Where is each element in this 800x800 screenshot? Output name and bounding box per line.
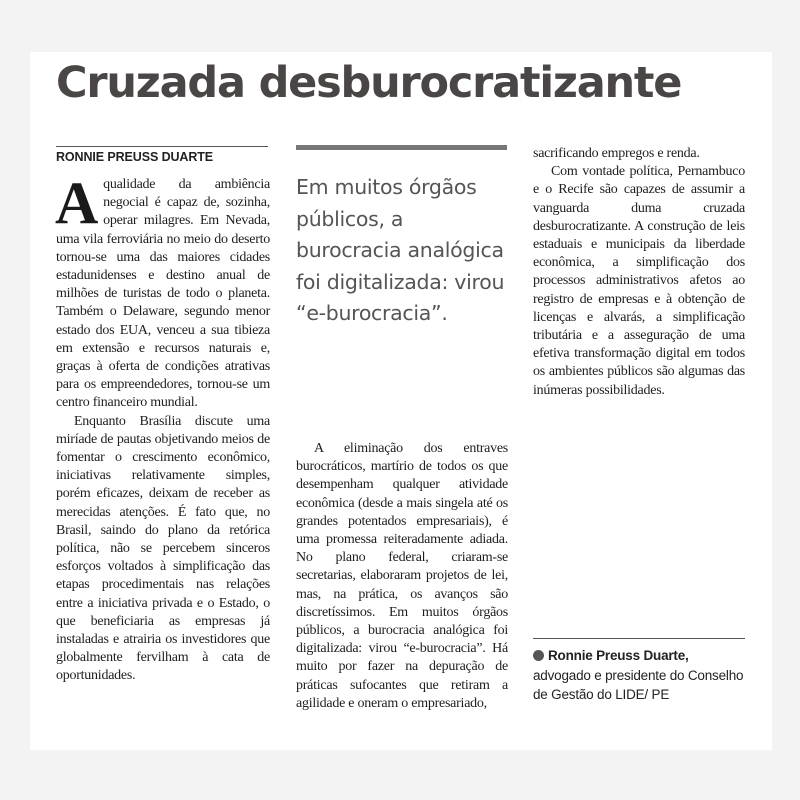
article-column-2: [296, 440, 508, 713]
signature-name: Ronnie Preuss Duarte,: [548, 648, 689, 663]
drop-cap: A: [55, 170, 99, 236]
bullet-icon: [533, 650, 544, 661]
author-signature: [533, 646, 748, 705]
paragraph-3: [296, 440, 508, 713]
article-column-3: [533, 145, 745, 400]
signature-bio: advogado e presidente do Conselho de Gestão do LIDE/ PE: [533, 667, 744, 702]
paragraph-4-text: Com vontade política, Pernambuco e o Recife são capazes de assumir a vanguarda duma cruzada desburocratizante. A construção de leis estaduais e municipais da liberdade econômica, a simplificação dos processos administrativos afetos ao registro de empresas e à obtenção de licenças e alvarás, a simplificação tributária e a asseguração de uma efetiva transformação digital em todos os ambientes públicos são algumas das inúmeras possibilidades.: [533, 164, 745, 398]
signature-rule: [533, 638, 745, 639]
article-column-1: [55, 170, 270, 686]
article-byline: RONNIE PREUSS DUARTE: [56, 150, 214, 164]
paragraph-3-text: A eliminação dos entraves burocráticos, martírio de todos os que desempenham qualquer atividade econômica (desde a mais singela até os grandes potentados empresariais), é uma promessa reiteradamente adiada. No plano federal, criaram-se secretarias, elaboraram projetos de lei, mas, na prática, os avanços são discretíssimos. Em muitos órgãos públicos, a burocracia analógica foi digitalizada: virou “e-burocracia”. Há muito por fazer na depuração de práticas sufocantes que retiram a agilidade e oneram o empresariado,: [296, 441, 508, 711]
byline-rule: [56, 146, 268, 147]
pull-quote-rule: [296, 145, 507, 150]
paragraph-1: [55, 170, 270, 413]
article-headline: Cruzada desburocratizante: [56, 58, 682, 108]
paragraph-2-part-1: [56, 413, 270, 686]
paragraph-1-text: qualidade da ambiência negocial é capaz de, sozinha, operar milagres. Em Nevada, uma vila ferroviária no meio do deserto tornou-se uma das maiores cidades estadunidenses e destino anual de milhões de turistas de todo o planeta. Também o Delaware, segundo menor estado dos EUA, venceu a sua tibieza em extensão e recursos naturais e, graças à oferta de condições atrativas para os empreendedores, tornou-se um centro financeiro mundial.: [56, 177, 270, 411]
paragraph-2-text: Enquanto Brasília discute uma miríade de pautas objetivando meios de fomentar o crescimento econômico, iniciativas relativamente simples, porém eficazes, deixam de receber as merecidas atenções. É fato que, no Brasil, saindo do plano da retórica política, não se percebem sinceros esforços voltados à simplificação das etapas procedimentais nas relações entre a iniciativa privada e o Estado, o que beneficiaria as empresas já instaladas e atrairia os investidores que globalmente fervilham à cata de oportunidades.: [56, 413, 270, 684]
paragraph-3-continued: sacrificando empregos e renda.: [533, 146, 700, 161]
pull-quote: Em muitos órgãos públicos, a burocracia analógica foi digitalizada: virou “e-burocracia”.: [296, 175, 505, 325]
paragraph-4: [533, 163, 745, 400]
